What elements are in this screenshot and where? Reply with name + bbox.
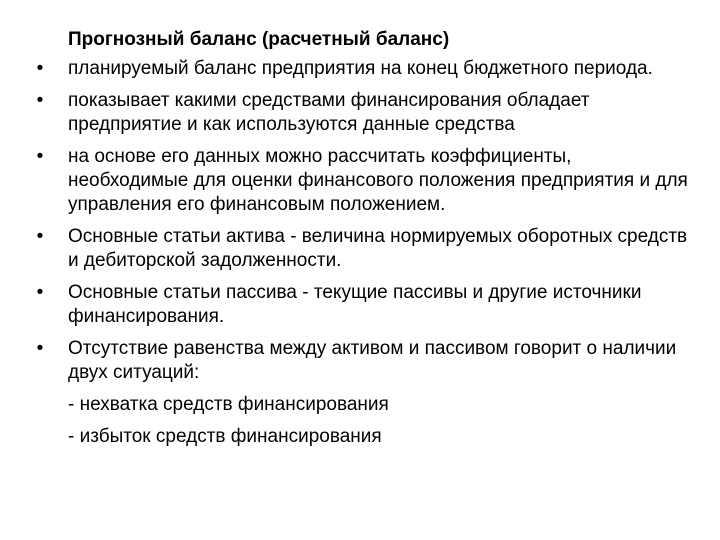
slide-content — [30, 28, 690, 457]
bullet-text: показывает какими средствами финансирования обладает предприятие и как используются данные средства — [68, 90, 590, 135]
bullet-dot-icon: • — [36, 226, 44, 247]
bullet-text: планируемый баланс предприятия на конец бюджетного периода. — [68, 58, 653, 79]
bullet-item — [30, 281, 690, 329]
bullet-text: на основе его данных можно рассчитать коэффициенты, необходимые для оценки финансового положения предприятия и для управления его финансовым положением. — [68, 146, 688, 215]
bullet-item — [30, 225, 690, 273]
bullet-list — [30, 57, 690, 385]
bullet-item — [30, 57, 690, 81]
bullet-dot-icon: • — [36, 58, 44, 79]
sub-item-shortage: - нехватка средств финансирования — [68, 394, 389, 415]
bullet-item — [30, 145, 690, 217]
bullet-dot-icon: • — [36, 146, 44, 167]
bullet-dot-icon: • — [36, 90, 44, 111]
sub-item-surplus: - избыток средств финансирования — [68, 426, 382, 447]
bullet-item — [30, 337, 690, 385]
slide-title: Прогнозный баланс (расчетный баланс) — [68, 29, 450, 50]
bullet-text: Основные статьи актива - величина нормируемых оборотных средств и дебиторской задолженности. — [68, 226, 688, 271]
bullet-text: Основные статьи пассива - текущие пассивы и другие источники финансирования. — [68, 282, 642, 327]
bullet-dot-icon: • — [36, 282, 44, 303]
bullet-dot-icon: • — [36, 338, 44, 359]
bullet-text: Отсутствие равенства между активом и пассивом говорит о наличии двух ситуаций: — [68, 338, 677, 383]
bullet-item — [30, 89, 690, 137]
